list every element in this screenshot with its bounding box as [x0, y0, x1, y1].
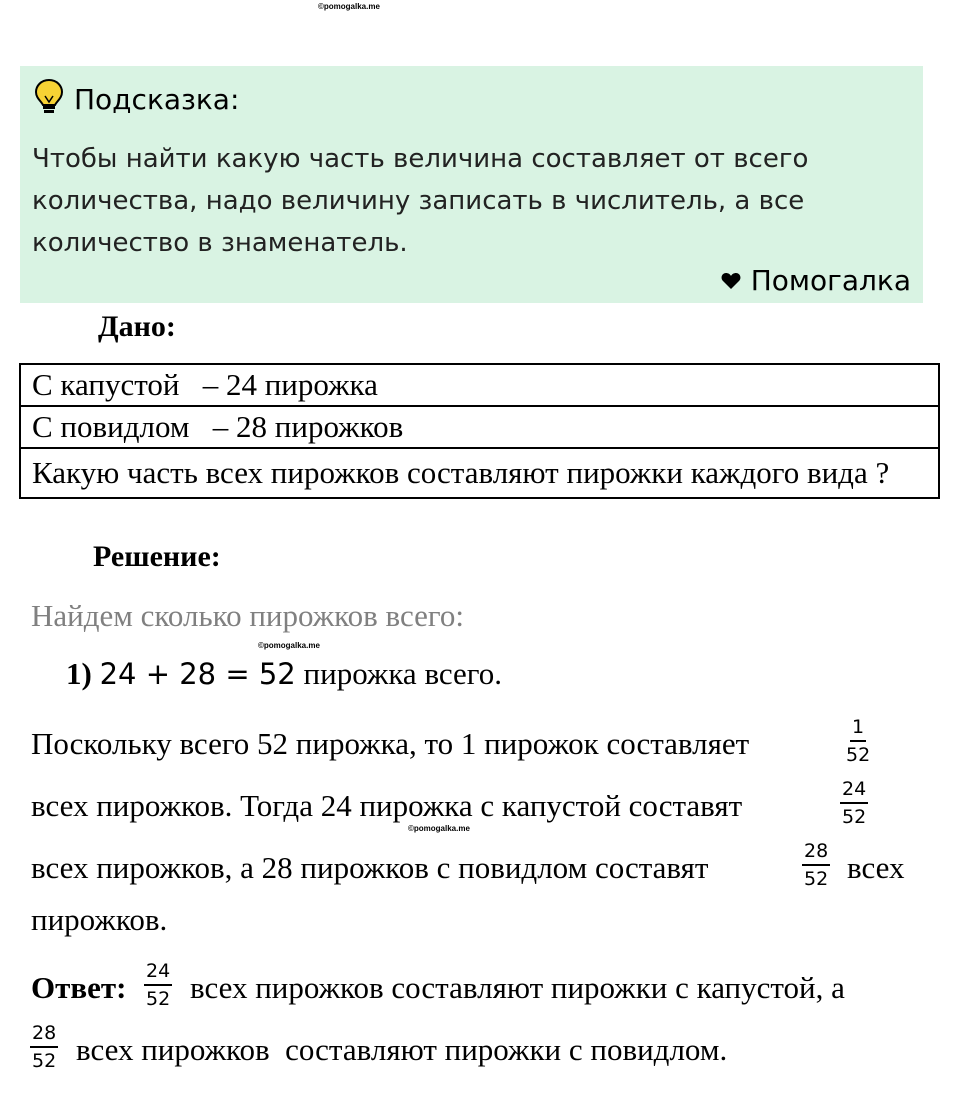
answer-label-text: Ответ:: [31, 970, 127, 1005]
fraction-numerator: 24: [840, 778, 868, 804]
table-row: [20, 406, 939, 448]
fraction-denominator: 52: [32, 1050, 57, 1072]
para-line-2: всех пирожков. Тогда 24 пирожка с капустой составят: [31, 788, 743, 823]
fraction-denominator: 52: [146, 988, 171, 1010]
table-row: [20, 448, 939, 498]
solution-step: [66, 656, 502, 692]
hint-box: [20, 66, 923, 303]
fraction: [840, 778, 868, 828]
fraction-numerator: 28: [30, 1022, 58, 1048]
step-expression: 24 + 28 = 52: [99, 657, 296, 691]
fraction: [144, 960, 172, 1010]
step-text: пирожка всего.: [303, 656, 502, 691]
table-cell: С повидлом – 28 пирожков: [20, 406, 939, 448]
given-heading: Дано:: [98, 310, 176, 343]
hint-text: Чтобы найти какую часть величина составляет от всего количества, надо величину записать в числитель, а все количество в знаменатель.: [32, 144, 809, 258]
hint-title: Подсказка:: [74, 83, 240, 116]
given-table: [19, 363, 940, 499]
hint-signature: [721, 264, 911, 297]
fraction: [844, 716, 872, 766]
fraction-denominator: 52: [804, 868, 829, 890]
answer-text-1: всех пирожков составляют пирожки с капустой, а: [190, 970, 845, 1005]
fraction: [802, 840, 830, 890]
hint-title-row: [34, 78, 239, 121]
fraction-numerator: 1: [850, 716, 866, 742]
solution-intro: Найдем сколько пирожков всего:: [31, 598, 464, 633]
watermark: ©pomogalka.me: [318, 2, 380, 11]
table-row: [20, 364, 939, 406]
signature-label: Помогалка: [750, 264, 911, 297]
fraction-numerator: 24: [144, 960, 172, 986]
para-line-4: пирожков.: [31, 902, 168, 937]
table-cell: С капустой – 24 пирожка: [20, 364, 939, 406]
lightbulb-icon: [34, 78, 64, 121]
fraction-numerator: 28: [802, 840, 830, 866]
fraction-denominator: 52: [842, 806, 867, 828]
answer-text-2: всех пирожков составляют пирожки с повидлом.: [76, 1032, 728, 1067]
fraction-denominator: 52: [846, 744, 871, 766]
para-line-3-tail: всех: [847, 850, 905, 885]
watermark: ©pomogalka.me: [258, 641, 320, 650]
solution-heading: Решение:: [93, 540, 221, 573]
heart-icon: [721, 264, 741, 297]
answer-label: [31, 970, 126, 1006]
fraction: [30, 1022, 58, 1072]
para-line-3: всех пирожков, а 28 пирожков с повидлом составят: [31, 850, 709, 885]
para-line-1: Поскольку всего 52 пирожка, то 1 пирожок составляет: [31, 726, 750, 761]
step-number: 1): [66, 656, 92, 691]
table-cell: Какую часть всех пирожков составляют пирожки каждого вида ?: [20, 448, 939, 498]
watermark: ©pomogalka.me: [408, 824, 470, 833]
